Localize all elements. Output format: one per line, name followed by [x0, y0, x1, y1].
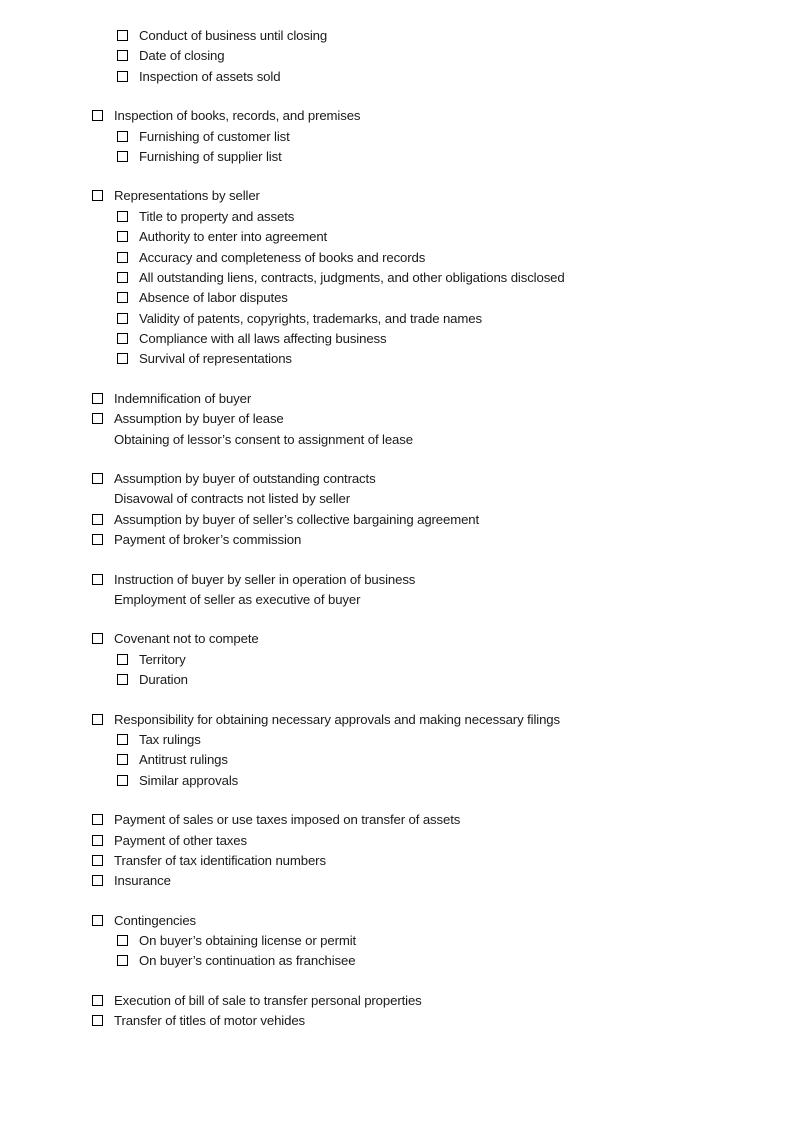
- checklist-item[interactable]: [117, 771, 752, 791]
- checklist-item[interactable]: [117, 750, 752, 770]
- checklist-item-label: Furnishing of supplier list: [139, 148, 282, 164]
- checklist-item[interactable]: [92, 710, 752, 730]
- checklist-item[interactable]: [92, 389, 752, 409]
- checklist-item[interactable]: [92, 510, 752, 530]
- checklist-item-label: Insurance: [114, 873, 171, 889]
- checklist-item[interactable]: [117, 329, 752, 349]
- empty-square-checkbox-icon[interactable]: [117, 935, 128, 946]
- checklist-item[interactable]: [92, 530, 752, 550]
- group-spacer: [92, 167, 752, 186]
- empty-square-checkbox-icon[interactable]: [92, 574, 103, 585]
- empty-square-checkbox-icon[interactable]: [92, 875, 103, 886]
- checklist-item[interactable]: [117, 268, 752, 288]
- checklist-item-label: Territory: [139, 651, 186, 667]
- checklist-item-label: All outstanding liens, contracts, judgments, and other obligations disclosed: [139, 269, 565, 285]
- checklist-item[interactable]: [92, 570, 752, 590]
- checklist-item[interactable]: [92, 911, 752, 931]
- checklist-item: [92, 430, 752, 450]
- empty-square-checkbox-icon[interactable]: [117, 333, 128, 344]
- checklist-item[interactable]: [117, 227, 752, 247]
- group-spacer: [92, 972, 752, 991]
- checklist-item[interactable]: [92, 629, 752, 649]
- checklist-item-label: Title to property and assets: [139, 208, 295, 224]
- checklist-item[interactable]: [92, 831, 752, 851]
- checklist-item[interactable]: [117, 931, 752, 951]
- checklist-item[interactable]: [117, 650, 752, 670]
- empty-square-checkbox-icon[interactable]: [117, 272, 128, 283]
- checklist-item-label: Antitrust rulings: [139, 752, 228, 768]
- checklist-item-label: Payment of broker’s commission: [114, 532, 302, 548]
- checklist-item-label: Furnishing of customer list: [139, 128, 290, 144]
- checklist-item[interactable]: [117, 67, 752, 87]
- checklist-item[interactable]: [117, 26, 752, 46]
- checklist-item-label: Indemnification of buyer: [114, 390, 252, 406]
- checklist-item[interactable]: [92, 871, 752, 891]
- empty-square-checkbox-icon[interactable]: [92, 814, 103, 825]
- checklist-item[interactable]: [117, 349, 752, 369]
- empty-square-checkbox-icon[interactable]: [117, 754, 128, 765]
- checklist-item[interactable]: [92, 186, 752, 206]
- checklist-item-label: Employment of seller as executive of buyer: [114, 591, 361, 607]
- checklist-item-label: Inspection of assets sold: [139, 68, 281, 84]
- checklist-item[interactable]: [92, 469, 752, 489]
- checklist-item-label: Similar approvals: [139, 772, 239, 788]
- checklist-item-label: Covenant not to compete: [114, 631, 259, 647]
- empty-square-checkbox-icon[interactable]: [92, 995, 103, 1006]
- checklist-item-label: Transfer of titles of motor vehides: [114, 1013, 306, 1029]
- checklist-item-label: Payment of sales or use taxes imposed on transfer of assets: [114, 812, 461, 828]
- group-spacer: [92, 87, 752, 106]
- empty-square-checkbox-icon[interactable]: [117, 955, 128, 966]
- checklist-item-label: On buyer’s obtaining license or permit: [139, 933, 357, 949]
- checklist-item-label: Assumption by buyer of lease: [114, 411, 284, 427]
- checklist-item[interactable]: [117, 248, 752, 268]
- checklist-item[interactable]: [92, 1011, 752, 1031]
- checklist-item-label: Conduct of business until closing: [139, 28, 328, 43]
- checklist-item[interactable]: [117, 309, 752, 329]
- checklist-item-label: Survival of representations: [139, 351, 292, 367]
- checklist-item[interactable]: [117, 127, 752, 147]
- checklist-item-label: Accuracy and completeness of books and records: [139, 249, 426, 265]
- group-spacer: [92, 610, 752, 629]
- empty-square-checkbox-icon[interactable]: [92, 633, 103, 644]
- checklist-item: [92, 590, 752, 610]
- checklist-item[interactable]: [92, 106, 752, 126]
- empty-square-checkbox-icon[interactable]: [92, 915, 103, 926]
- group-spacer: [92, 370, 752, 389]
- empty-square-checkbox-icon[interactable]: [117, 252, 128, 263]
- empty-square-checkbox-icon[interactable]: [117, 313, 128, 324]
- checklist-item-label: Tax rulings: [139, 731, 201, 747]
- empty-square-checkbox-icon[interactable]: [92, 514, 103, 525]
- empty-square-checkbox-icon[interactable]: [92, 835, 103, 846]
- empty-square-checkbox-icon[interactable]: [92, 190, 103, 201]
- checklist-item-label: Duration: [139, 672, 188, 688]
- group-spacer: [92, 551, 752, 570]
- checklist-item[interactable]: [117, 670, 752, 690]
- empty-square-checkbox-icon[interactable]: [92, 110, 103, 121]
- checklist-item[interactable]: [117, 951, 752, 971]
- checklist-item-label: Assumption by buyer of outstanding contracts: [114, 471, 376, 487]
- empty-square-checkbox-icon[interactable]: [117, 50, 128, 61]
- checklist-item-label: Responsibility for obtaining necessary approvals and making necessary filings: [114, 711, 560, 727]
- checklist: [92, 26, 752, 1032]
- checklist-item-label: Contingencies: [114, 912, 197, 928]
- empty-square-checkbox-icon[interactable]: [92, 473, 103, 484]
- checklist-item-label: Date of closing: [139, 48, 225, 64]
- checklist-item-label: Disavowal of contracts not listed by seller: [114, 491, 350, 507]
- checklist-item[interactable]: [117, 207, 752, 227]
- checklist-item-label: Authority to enter into agreement: [139, 229, 328, 245]
- empty-square-checkbox-icon[interactable]: [117, 654, 128, 665]
- empty-square-checkbox-icon[interactable]: [92, 855, 103, 866]
- checklist-item-label: Instruction of buyer by seller in operation of business: [114, 571, 416, 587]
- checklist-item-label: Absence of labor disputes: [139, 290, 288, 306]
- checklist-item-label: Assumption by buyer of seller’s collective bargaining agreement: [114, 511, 480, 527]
- checklist-item[interactable]: [92, 810, 752, 830]
- group-spacer: [92, 892, 752, 911]
- checklist-item-label: Inspection of books, records, and premises: [114, 108, 361, 124]
- group-spacer: [92, 791, 752, 810]
- empty-square-checkbox-icon[interactable]: [117, 674, 128, 685]
- checklist-item[interactable]: [117, 46, 752, 66]
- empty-square-checkbox-icon[interactable]: [117, 775, 128, 786]
- checklist-item[interactable]: [117, 730, 752, 750]
- checklist-item[interactable]: [92, 851, 752, 871]
- empty-square-checkbox-icon[interactable]: [117, 211, 128, 222]
- checklist-item[interactable]: [92, 409, 752, 429]
- empty-square-checkbox-icon[interactable]: [117, 292, 128, 303]
- checklist-item-label: Execution of bill of sale to transfer personal properties: [114, 992, 422, 1008]
- empty-square-checkbox-icon[interactable]: [117, 353, 128, 364]
- checklist-item[interactable]: [117, 288, 752, 308]
- checklist-item-label: On buyer’s continuation as franchisee: [139, 953, 356, 969]
- group-spacer: [92, 450, 752, 469]
- checklist-item-label: Payment of other taxes: [114, 832, 247, 848]
- empty-square-checkbox-icon[interactable]: [117, 231, 128, 242]
- checklist-item-label: Compliance with all laws affecting business: [139, 331, 387, 347]
- empty-square-checkbox-icon[interactable]: [92, 413, 103, 424]
- empty-square-checkbox-icon[interactable]: [117, 71, 128, 82]
- empty-square-checkbox-icon[interactable]: [117, 734, 128, 745]
- checklist-item-label: Obtaining of lessor’s consent to assignment of lease: [114, 431, 413, 447]
- empty-square-checkbox-icon[interactable]: [92, 534, 103, 545]
- checklist-item: [92, 489, 752, 509]
- empty-square-checkbox-icon[interactable]: [92, 1015, 103, 1026]
- checklist-item[interactable]: [92, 991, 752, 1011]
- empty-square-checkbox-icon[interactable]: [117, 151, 128, 162]
- empty-square-checkbox-icon[interactable]: [92, 393, 103, 404]
- checklist-item-label: Validity of patents, copyrights, trademarks, and trade names: [139, 310, 482, 326]
- checklist-item[interactable]: [117, 147, 752, 167]
- checklist-item-label: Transfer of tax identification numbers: [114, 852, 326, 868]
- checklist-item-label: Representations by seller: [114, 188, 260, 204]
- empty-square-checkbox-icon[interactable]: [117, 131, 128, 142]
- empty-square-checkbox-icon[interactable]: [92, 714, 103, 725]
- group-spacer: [92, 691, 752, 710]
- empty-square-checkbox-icon[interactable]: [117, 30, 128, 41]
